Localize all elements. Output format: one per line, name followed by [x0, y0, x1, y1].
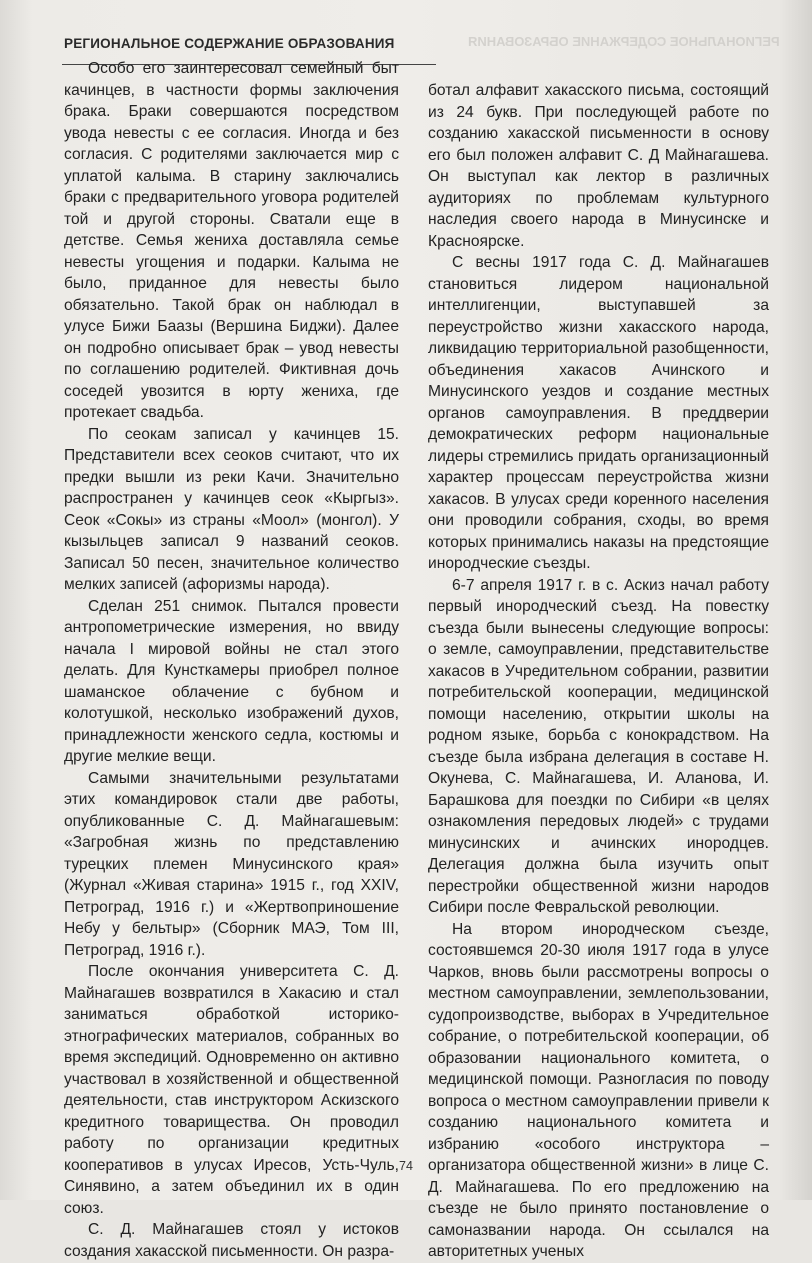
bleed-through-heading: РЕГИОНАЛЬНОЕ СОДЕРЖАНИЕ ОБРАЗОВАНИЯ — [468, 34, 780, 49]
paragraph: 6-7 апреля 1917 г. в с. Аскиз начал работу первый инородческий съезд. На повестку съезда были вынесены следующие вопросы: о земле, самоуправлении, представительстве хакасов в Учредительном собрании, развитии потребительской кооперации, медицинской помощи населению, открытии школы на родном языке, борьба с конокрадством. На съезде была избрана делегация в составе Н. Окунева, С. Майнагашева, И. Аланова, И. Барашкова для поездки по Сибири «в целях ознакомления передовых людей» с трудами минусинских и ачинских инородцев. Делегация должна была изучить опыт перестройки общественной жизни народов Сибири после Февральской революции. — [428, 576, 769, 916]
paragraph: Самыми значительными результатами этих командировок стали две работы, опубликованные С. Д. Майнагашевым: «Загробная жизнь по представлению турецких племен Минусинского края» (Журнал «Живая старина» 1915 г., год XXIV, Петроград, 1916 г.) и «Жертвоприношение Небу у бельтыр» (Сборник МАЭ, Том III, Петроград, 1916 г.). — [64, 769, 399, 959]
paragraph: По сеокам записал у качинцев 15. Представители всех сеоков считают, что их предки вышли из реки Качи. Значительно распространен у качинцев сеок «Кыргыз». Сеок «Сокы» из страны «Моол» (монгол). У кызыльцев записал 9 названий сеоков. Записал 50 песен, значительное количество мелких записей (афоризмы народа). — [64, 425, 399, 593]
paragraph-continuation: ботал алфавит хакасского письма, состоящий из 24 букв. При последующей работе по созданию хакасской письменности в основу его был положен алфавит С. Д Майнагашева. Он выступал как лектор в различных аудиториях по проблемам культурного наследия своего народа в Минусинске и Красноярске. — [428, 82, 769, 250]
left-column — [64, 58, 399, 1262]
paragraph: С. Д. Майнагашев стоял у истоков создания хакасской письменности. Он разра- — [64, 1221, 399, 1260]
paragraph: После окончания университета С. Д. Майнагашев возвратился в Хакасию и стал заниматься обработкой историко-этнографических материалов, собранных во время экспедиций. Одновременно он активно участвовал в хозяйственной и общественной деятельности, став инструктором Аскизского кредитного товарищества. Он проводил работу по организации кредитных кооперативов в улусах Иресов, Усть-Чуль, Синявино, а затем объединил их в один союз. — [64, 963, 399, 1217]
paragraph: Сделан 251 снимок. Пытался провести антропометрические измерения, но ввиду начала I мировой войны не стал этого делать. Для Кунсткамеры приобрел полное шаманское облачение с бубном и колотушкой, несколько изображений духов, принадлежности женского седла, костюмы и другие мелкие вещи. — [64, 597, 399, 765]
paragraph: С весны 1917 года С. Д. Майнагашев становиться лидером национальной интеллигенции, выступавшей за переустройство жизни хакасского народа, ликвидацию территориальной разобщенности, объединения хакасов Ачинского и Минусинского уездов и создание местных органов самоуправления. В преддверии демократических реформ национальные лидеры стремились придать организационный характер процессам переустройства жизни хакасов. В улусах среди коренного населения они проводили собрания, сходы, во время которых принимались наказы на предстоящие инородческие съезды. — [428, 254, 769, 572]
paragraph: На втором инородческом съезде, состоявшемся 20-30 июля 1917 года в улусе Чарков, вновь были рассмотрены вопросы о местном самоуправлении, землепользовании, судопроизводстве, выборах в Учредительное собрание, о потребительской кооперации, об образовании национального комитета, о медицинской помощи. Разногласия по поводу вопроса о местном самоуправлении привели к созданию национального комитета и избранию «особого инструктора – организатора общественной жизни» в лице С. Д. Майнагашева. По его предложению на съезде не было принято постановление о самоназвании народа. Он ссылался на авторитетных ученых — [428, 920, 769, 1260]
page-number: 74 — [399, 1159, 413, 1173]
paragraph: Особо его заинтересовал семейный быт качинцев, в частности формы заключения брака. Браки совершаются посредством увода невесты с ее согласия. Иногда и без согласия. С родителями заключается мир с уплатой калыма. В старину заключались браки с предварительного уговора родителей той и другой стороны. Сватали еще в детстве. Семья жениха доставляла семье невесты угощения и подарки. Калыма не было, приданное для невесты было обязательно. Такой брак он наблюдал в улусе Бижи Баазы (Вершина Биджи). Далее он подробно описывает брак – увод невесты по соглашению родителей. Фиктивная дочь соседей увозится в юрту жениха, где протекает свадьба. — [64, 60, 399, 421]
running-head: РЕГИОНАЛЬНОЕ СОДЕРЖАНИЕ ОБРАЗОВАНИЯ — [64, 36, 395, 51]
right-column — [428, 80, 769, 1263]
